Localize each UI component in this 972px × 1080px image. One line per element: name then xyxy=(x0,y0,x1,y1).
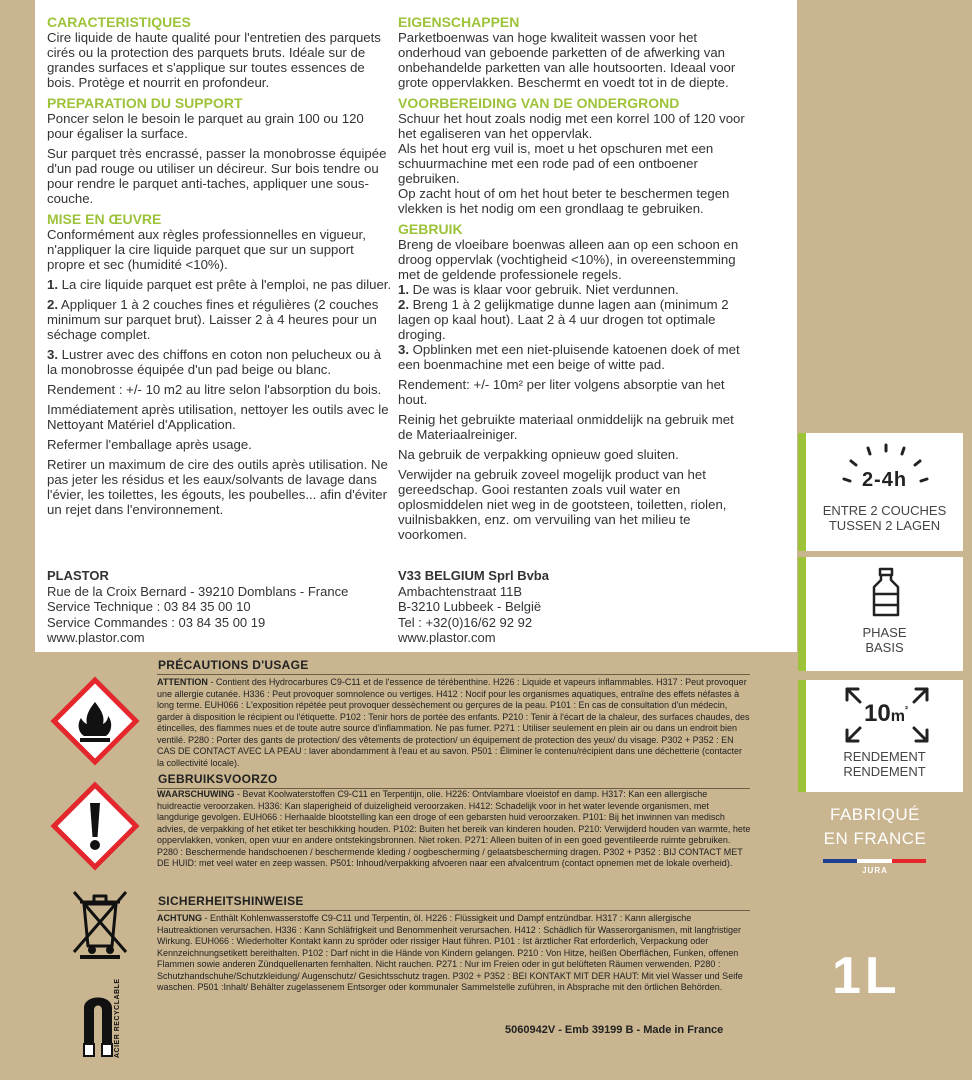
text-dispose-nl: Verwijder na gebruik zoveel mogelijk product van het gereedschap. Gooi restanten zoals vuil water en oplosmiddelen niet weg in de gootsteen, toiletten, riolen, vuilnisbakken, enz. om vervuiling van het milieu te voorkomen. xyxy=(398,467,727,542)
warnings-text-de xyxy=(157,913,751,994)
drying-label-nl: TUSSEN 2 LAGEN xyxy=(828,518,941,533)
step-text: De was is klaar voor gebruik. Niet verdunnen. xyxy=(409,282,679,297)
text-clean-nl: Reinig het gebruikte materiaal onmiddelijk na gebruik met de Materiaalreiniger. xyxy=(398,412,734,442)
french-column xyxy=(47,14,392,522)
step-number: 3. xyxy=(47,347,58,362)
heading-application-fr: MISE EN ŒUVRE xyxy=(47,211,162,227)
step-number: 2. xyxy=(398,297,409,312)
yield-value: $10m^{^2}$ xyxy=(864,700,908,727)
step-number: 2. xyxy=(47,297,58,312)
warning-lead: ACHTUNG xyxy=(157,913,202,923)
step-fr xyxy=(47,347,392,377)
warnings-title-de: SICHERHEITSHINWEISE xyxy=(158,894,304,908)
text-preparation-fr-2: Sur parquet très encrassé, passer la monobrosse équipée d'un pad rouge ou utiliser un décireur. Sur bois tendre ou pour rendre le parquet anti-taches, appliquer une sous-couche. xyxy=(47,146,387,206)
volume-label: 1L xyxy=(832,947,901,1005)
text-close-nl: Na gebruik de verpakking opnieuw goed sluiten. xyxy=(398,447,679,462)
step-fr xyxy=(47,297,392,342)
divider xyxy=(157,674,750,675)
text-application-intro-nl: Breng de vloeibare boenwas alleen aan op een schoon en droog oppervlak (vochtigheid <10%), in overeenstemming met de geldende professionele regels. xyxy=(398,237,739,282)
step-nl xyxy=(398,297,748,342)
text-application-intro-fr: Conformément aux règles professionnelles en vigueur, n'appliquer la cire liquide parquet que sur un support propre et sec (humidité <10%). xyxy=(47,227,366,272)
text-yield-fr: Rendement : +/- 10 m2 au litre selon l'absorption du bois. xyxy=(47,382,382,397)
text-dispose-fr: Retirer un maximum de cire des outils après utilisation. Ne pas jeter les résidus et les eaux/solvants de lavage dans l'évier, les toilettes, les égouts, les poubelles... afin d'éviter un rejet dans l'environnement. xyxy=(47,457,388,517)
drying-label-fr: ENTRE 2 COUCHES xyxy=(822,503,947,518)
flag-white xyxy=(857,859,892,863)
warning-body: - Contient des Hydrocarbures C9-C11 et de l'essence de térébenthine. H226 : Liquide et vapeurs inflammables. H317 : Peut provoquer une allergie cutanée. H336 : Peut provoquer somnolence ou vertiges. H412 : Nocif pour les organismes aquatiques, entraîne des effets néfastes à long terme. EUH066 : L'exposition répétée peut provoquer dessèchement ou gerçures de la peau. P101 : En cas de consultation d'un médecin, garder à disposition le récipient ou l'étiquette. P102 : Tenir hors de portée des enfants. P210 : Tenir à l'écart de la chaleur, des surfaces chaudes, des étincelles, des flammes nues et de toute autre source d'inflammation. Ne pas fumer. P271 : Utiliser seulement en plein air ou dans un endroit bien ventilé. P280 : Porter des gants de protection/ des vêtements de protection/ un équipement de protection des yeux/ du visage. P302 + P352 : EN CAS DE CONTACT AVEC LA PEAU : laver abondamment à l'eau et au savon. P501 : Éliminer le contenu/récipient dans une déchetterie (contacter la collectivité locale). xyxy=(157,677,750,768)
drying-time-badge xyxy=(798,433,963,551)
recycle-label: ACIER RECYCLABLE xyxy=(114,978,121,1058)
warning-lead: WAARSCHUWING xyxy=(157,789,235,799)
warning-lead: ATTENTION xyxy=(157,677,208,687)
text-clean-fr: Immédiatement après utilisation, nettoyer les outils avec le Nettoyant Matériel d'Application. xyxy=(47,402,389,432)
address-city: B-3210 Lubbeek - België xyxy=(398,599,542,614)
made-in-france xyxy=(810,803,940,851)
yield-label-fr: RENDEMENT xyxy=(843,749,926,764)
dutch-column xyxy=(398,14,748,547)
bottle-icon xyxy=(869,567,903,619)
exclamation-ghs-icon xyxy=(50,781,140,871)
text-characteristics-fr: Cire liquide de haute qualité pour l'entretien des parquets cirés ou la protection des parquets bruts. Idéale sur de grandes surfaces et s'applique sur toutes essences de bois. Protège et nourrit en profondeur. xyxy=(47,30,381,90)
website: www.plastor.com xyxy=(47,630,145,645)
yield-unit: m xyxy=(890,708,905,725)
text-preparation-nl-3: Op zacht hout of om het hout beter te beschermen tegen vlekken is het nodig om een grondlaag te gebruiken. xyxy=(398,186,730,216)
divider xyxy=(157,910,750,911)
heading-application-nl: GEBRUIK xyxy=(398,221,463,237)
step-text: Lustrer avec des chiffons en coton non pelucheux ou à la monobrosse équipée d'un pad beige ou blanc. xyxy=(47,347,382,377)
heading-preparation-nl: VOORBEREIDING VAN DE ONDERGROND xyxy=(398,95,680,111)
phone: Tel : +32(0)16/62 92 92 xyxy=(398,614,533,630)
step-text: Opblinken met een niet-pluisende katoenen doek of met een boenmachine met een beige of witte pad. xyxy=(398,342,740,372)
contact-belgium xyxy=(398,568,549,646)
crossed-bin-icon xyxy=(70,888,130,960)
made-in-line-2: EN FRANCE xyxy=(823,829,927,848)
flag-blue xyxy=(823,859,857,863)
website: www.plastor.com xyxy=(398,630,496,645)
flammable-ghs-icon xyxy=(50,676,140,766)
step-nl xyxy=(398,282,748,297)
step-text: La cire liquide parquet est prête à l'emploi, ne pas diluer. xyxy=(58,277,392,292)
warnings-text-nl xyxy=(157,789,751,870)
french-flag-bar xyxy=(823,859,926,863)
company-name: V33 BELGIUM Sprl Bvba xyxy=(398,568,549,583)
company-name: PLASTOR xyxy=(47,568,109,583)
phase-label-nl: BASIS xyxy=(865,640,904,655)
phase-badge xyxy=(798,557,963,671)
step-fr xyxy=(47,277,392,292)
warnings-title-fr: PRÉCAUTIONS D'USAGE xyxy=(158,658,309,672)
address-line: Rue de la Croix Bernard - 39210 Domblans - France xyxy=(47,583,349,599)
step-nl xyxy=(398,342,748,372)
flag-red xyxy=(892,859,926,863)
step-number: 3. xyxy=(398,342,409,357)
warning-body: - Enthält Kohlenwasserstoffe C9-C11 und Terpentin, öl. H226 : Flüssigkeit und Dampf entzündbar. H317 : Kann allergische Hautreaktionen verursachen. H336 : Kann Schläfrigkeit und Benommenheit verursachen. H412 : Schädlich für Wasserorganismen, mit langfristiger Wirkung. EUH066 : Wiederholter Kontakt kann zu spröder oder rissiger Haut führen. P101 : Ist ärztlicher Rat erforderlich, Verpackung oder Kennzeichnungsetikett bereithalten. P102 : Darf nicht in die Hände von Kindern gelangen. P210 : Von Hitze, heißen Oberflächen, Funken, offenen Flammen sowie anderen Zündquellenarten fernhalten. Nicht rauchen. P271 : Nur im Freien oder in gut belüfteten Räumen verwenden. P280 : Schutzhandschuhe/Schutzkleidung/ Augenschutz/ Gesichtsschutz tragen. P302 + P352 : BEI KONTAKT MIT DER HAUT: Mit viel Wasser und Seife waschen. P501 :Inhalt/ Behälter zugelassenem Entsorger oder kommunaler Sammelstelle zuführen, in Absprache mit den örtlichen Behörden. xyxy=(157,913,743,992)
step-number: 1. xyxy=(47,277,58,292)
address-street: Ambachtenstraat 11B xyxy=(398,583,523,599)
text-close-fr: Refermer l'emballage après usage. xyxy=(47,437,252,452)
phone-technical: Service Technique : 03 84 35 00 10 xyxy=(47,599,251,614)
phone-orders: Service Commandes : 03 84 35 00 19 xyxy=(47,614,266,630)
warnings-title-nl: GEBRUIKSVOORZO xyxy=(158,772,278,786)
region-label: JURA xyxy=(862,866,888,875)
warnings-text-fr xyxy=(157,677,751,769)
yield-exponent: ² xyxy=(904,704,908,714)
product-code: 5060942V - Emb 39199 B - Made in France xyxy=(505,1024,724,1036)
text-characteristics-nl: Parketboenwas van hoge kwaliteit wassen voor het onderhoud van geboende parketten of de afwerking van onbehandelde parketten van alle houtsoorten. Ideaal voor grote oppervlakken. Beschermt en voedt tot in de diepte. xyxy=(398,30,736,90)
magnet-recycle-icon xyxy=(78,986,118,1062)
instructions-panel xyxy=(35,0,797,652)
phase-label-fr: PHASE xyxy=(862,625,907,640)
step-text: Breng 1 à 2 gelijkmatige dunne lagen aan (minimum 2 lagen op kaal hout). Laat 2 à 4 uur drogen tot optimale droging. xyxy=(398,297,729,342)
text-preparation-fr-1: Poncer selon le besoin le parquet au grain 100 ou 120 pour égaliser la surface. xyxy=(47,111,364,141)
step-number: 1. xyxy=(398,282,409,297)
warning-body: - Bevat Koolwaterstoffen C9-C11 en Terpentijn, olie. H226: Ontvlambare vloeistof en damp. H317: Kan een allergische huidreactie veroorzaken. H336: Kan slaperigheid of duizeligheid veroorzaken. H412: Schadelijk voor in het water levende organismen, met langdurige gevolgen. EUH066 : Herhaalde blootstelling kan een droge of een gebarsten huid veroorzaken. P101: Bij het inwinnen van medisch advies, de verpakking of het etiket ter beschikking houden. P102: Buiten het bereik van kinderen houden. P210: Verwijderd houden van warmte, hete oppervlakken, vonken, open vuur en andere ontstekingsbronnen. Niet roken. P271: Alleen buiten of in een goed geventileerde ruimte gebruiken. P280 : Beschermende handschoenen / beschermende kleding / oogbescherming / gelaatsbescherming dragen. P302 + P352 : BIJ CONTACT MET DE HUID: met veel water en zeep wassen. P501: Inhoud/verpakking afvoeren naar een afvalcentrum (contact opnemen met de lokale overheid). xyxy=(157,789,751,868)
heading-characteristics-nl: EIGENSCHAPPEN xyxy=(398,14,520,30)
heading-preparation-fr: PREPARATION DU SUPPORT xyxy=(47,95,243,111)
step-text: Appliquer 1 à 2 couches fines et régulières (2 couches minimum sur parquet brut). Laisser 2 à 4 heures pour un séchage complet. xyxy=(47,297,379,342)
text-yield-nl: Rendement: +/- 10m² per liter volgens absorptie van het hout. xyxy=(398,377,725,407)
text-preparation-nl-2: Als het hout erg vuil is, moet u het opschuren met een schuurmachine met een rode pad of een ontboener gebruiken. xyxy=(398,141,714,186)
contact-france xyxy=(47,568,348,646)
yield-label-nl: RENDEMENT xyxy=(843,764,926,779)
yield-badge xyxy=(798,680,963,792)
made-in-line-1: FABRIQUÉ xyxy=(830,805,920,824)
heading-characteristics-fr: CARACTERISTIQUES xyxy=(47,14,191,30)
drying-time-value: 2-4h xyxy=(861,469,908,491)
text-preparation-nl-1: Schuur het hout zoals nodig met een korrel 100 of 120 voor het egaliseren van het oppervlak. xyxy=(398,111,745,141)
